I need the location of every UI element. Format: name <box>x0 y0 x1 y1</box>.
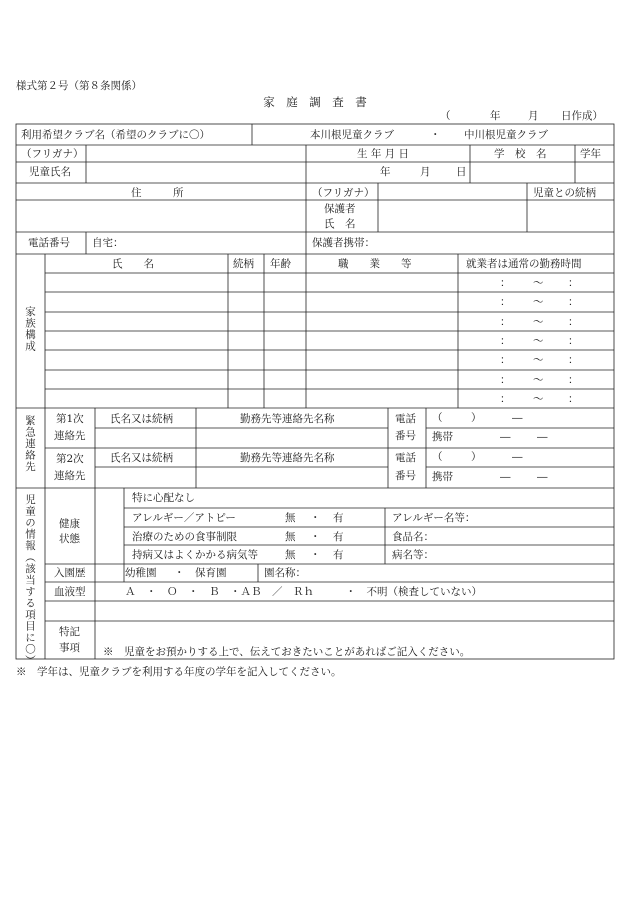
diet-item: 治療のための食事制限 <box>132 531 237 543</box>
family-time-colon: ： <box>500 334 511 347</box>
family-time-colon: ： <box>500 373 511 386</box>
footnote: ※ 学年は、児童クラブを利用する年度の学年を記入してください。 <box>16 666 342 678</box>
address-label: 住 所 <box>131 187 184 199</box>
notes-label-1: 特記 <box>59 626 80 638</box>
contact1-dash: ― <box>512 412 523 424</box>
phone-label: 電話番号 <box>28 237 70 249</box>
notes-label-2: 事項 <box>59 642 80 654</box>
club-label: 利用希望クラブ名（希望のクラブに〇） <box>21 129 210 141</box>
family-time-tilde: ～ <box>533 296 544 309</box>
date-year: 年 <box>490 110 501 122</box>
family-time-colon: ： <box>568 334 579 347</box>
contact1-tel-2: 番号 <box>395 430 416 442</box>
family-side-label: 家族構成 <box>24 306 36 352</box>
allergy-item: アレルギー／アトピー <box>132 512 236 524</box>
guardian-name-label-1: 保護者 <box>324 203 356 215</box>
family-time-tilde: ～ <box>533 392 544 405</box>
family-time-colon: ： <box>568 354 579 367</box>
contact2-col-name: 氏名又は続柄 <box>110 452 173 464</box>
date-open: （ <box>440 110 451 122</box>
family-header-hours: 就業者は通常の勤務時間 <box>466 258 582 270</box>
page-title: 家 庭 調 査 書 <box>263 95 367 109</box>
no-concern-option[interactable]: 特に心配なし <box>132 492 195 504</box>
family-time-tilde: ～ <box>533 354 544 367</box>
illness-item: 持病又はよくかかる病気等 <box>132 549 258 561</box>
contact1-label-1: 第1次 <box>56 413 84 425</box>
date-created: 日作成） <box>561 110 603 122</box>
allergy-yes[interactable]: 有 <box>333 512 344 524</box>
contact2-col-work: 勤務先等連絡先名称 <box>240 452 335 464</box>
birth-day: 日 <box>456 166 467 178</box>
diet-detail: 食品名： <box>392 531 434 543</box>
birthday-label: 生 年 月 日 <box>357 148 410 160</box>
blood-options[interactable]: Ａ ・ Ｏ ・ Ｂ ・ＡＢ ／ Ｒｈ ・ 不明（検査していない） <box>125 586 482 598</box>
home-phone-label: 自宅： <box>92 237 124 249</box>
diet-dot: ・ <box>310 531 321 543</box>
club-option-2[interactable]: 中川根児童クラブ <box>464 129 548 141</box>
history-label: 入園歴 <box>54 567 86 579</box>
allergy-detail: アレルギー名等： <box>392 512 476 524</box>
family-time-colon: ： <box>568 373 579 386</box>
family-time-tilde: ～ <box>533 277 544 289</box>
contact2-mobile: 携帯 <box>432 471 453 483</box>
family-time-colon: ： <box>500 315 511 328</box>
contact2-mdash-2: ― <box>537 471 548 483</box>
relation-label: 児童との続柄 <box>533 187 596 199</box>
diet-yes[interactable]: 有 <box>333 531 344 543</box>
family-time-tilde: ～ <box>533 334 544 347</box>
allergy-dot: ・ <box>310 512 321 524</box>
date-month: 月 <box>528 110 539 122</box>
history-kindergarten[interactable]: 幼稚園 <box>125 567 157 579</box>
family-time-colon: ： <box>568 277 579 289</box>
illness-none[interactable]: 無 <box>285 549 296 561</box>
diet-none[interactable]: 無 <box>285 531 296 543</box>
illness-dot: ・ <box>310 549 321 561</box>
contact2-tel-2: 番号 <box>395 470 416 482</box>
guardian-name-label-2: 氏 名 <box>324 218 356 230</box>
family-time-tilde: ～ <box>533 315 544 328</box>
contact2-dash: ― <box>512 451 523 463</box>
family-time-tilde: ～ <box>533 373 544 386</box>
guardian-furigana-label: （フリガナ） <box>312 187 375 199</box>
club-dot: ・ <box>430 129 441 141</box>
contact2-paren-open: （ <box>432 451 443 463</box>
form-number: 様式第２号（第８条関係） <box>16 80 142 92</box>
contact1-paren-close: ） <box>471 412 482 424</box>
illness-yes[interactable]: 有 <box>333 549 344 561</box>
family-time-colon: ： <box>500 392 511 405</box>
child-furigana-label: （フリガナ） <box>21 148 84 160</box>
family-time-colon: ： <box>500 277 511 289</box>
history-dot: ・ <box>174 567 185 579</box>
info-side-label: 児童の情報（該当する項目に〇） <box>24 494 36 667</box>
family-header-name: 氏 名 <box>112 258 154 270</box>
birth-year: 年 <box>380 166 391 178</box>
family-time-colon: ： <box>568 296 579 309</box>
health-label-2: 状態 <box>59 533 80 545</box>
health-label-1: 健康 <box>59 518 80 530</box>
illness-detail: 病名等： <box>392 549 434 561</box>
history-nursery[interactable]: 保育園 <box>195 567 227 579</box>
allergy-none[interactable]: 無 <box>285 512 296 524</box>
blood-label: 血液型 <box>54 586 86 598</box>
contact2-paren-close: ） <box>471 451 482 463</box>
emergency-side-label: 緊急連絡先 <box>24 415 36 473</box>
family-time-colon: ： <box>500 296 511 309</box>
contact2-mdash-1: ― <box>500 471 511 483</box>
notes-text: ※ 児童をお預かりする上で、伝えておきたいことがあればご記入ください。 <box>103 646 471 658</box>
contact2-label-2: 連絡先 <box>54 470 86 482</box>
school-label: 学 校 名 <box>494 148 547 160</box>
contact1-mdash-1: ― <box>500 431 511 443</box>
contact1-tel-1: 電話 <box>395 413 416 425</box>
contact2-label-1: 第2次 <box>56 453 84 465</box>
history-name-label: 園名称： <box>264 567 306 579</box>
birth-month: 月 <box>420 166 431 178</box>
family-header-job: 職 業 等 <box>338 258 412 270</box>
mobile-phone-label: 保護者携帯： <box>312 237 375 249</box>
family-time-colon: ： <box>568 315 579 328</box>
family-time-colon: ： <box>568 392 579 405</box>
grade-label: 学年 <box>580 148 601 160</box>
contact2-tel-1: 電話 <box>395 452 416 464</box>
contact1-paren-open: （ <box>432 412 443 424</box>
family-time-colon: ： <box>500 354 511 367</box>
contact1-mdash-2: ― <box>537 431 548 443</box>
contact1-col-work: 勤務先等連絡先名称 <box>240 413 335 425</box>
club-option-1[interactable]: 本川根児童クラブ <box>310 129 394 141</box>
contact1-label-2: 連絡先 <box>54 430 86 442</box>
child-name-label: 児童氏名 <box>29 166 71 178</box>
family-header-age: 年齢 <box>270 258 291 270</box>
family-header-relation: 続柄 <box>233 258 254 270</box>
contact1-col-name: 氏名又は続柄 <box>110 413 173 425</box>
contact1-mobile: 携帯 <box>432 431 453 443</box>
